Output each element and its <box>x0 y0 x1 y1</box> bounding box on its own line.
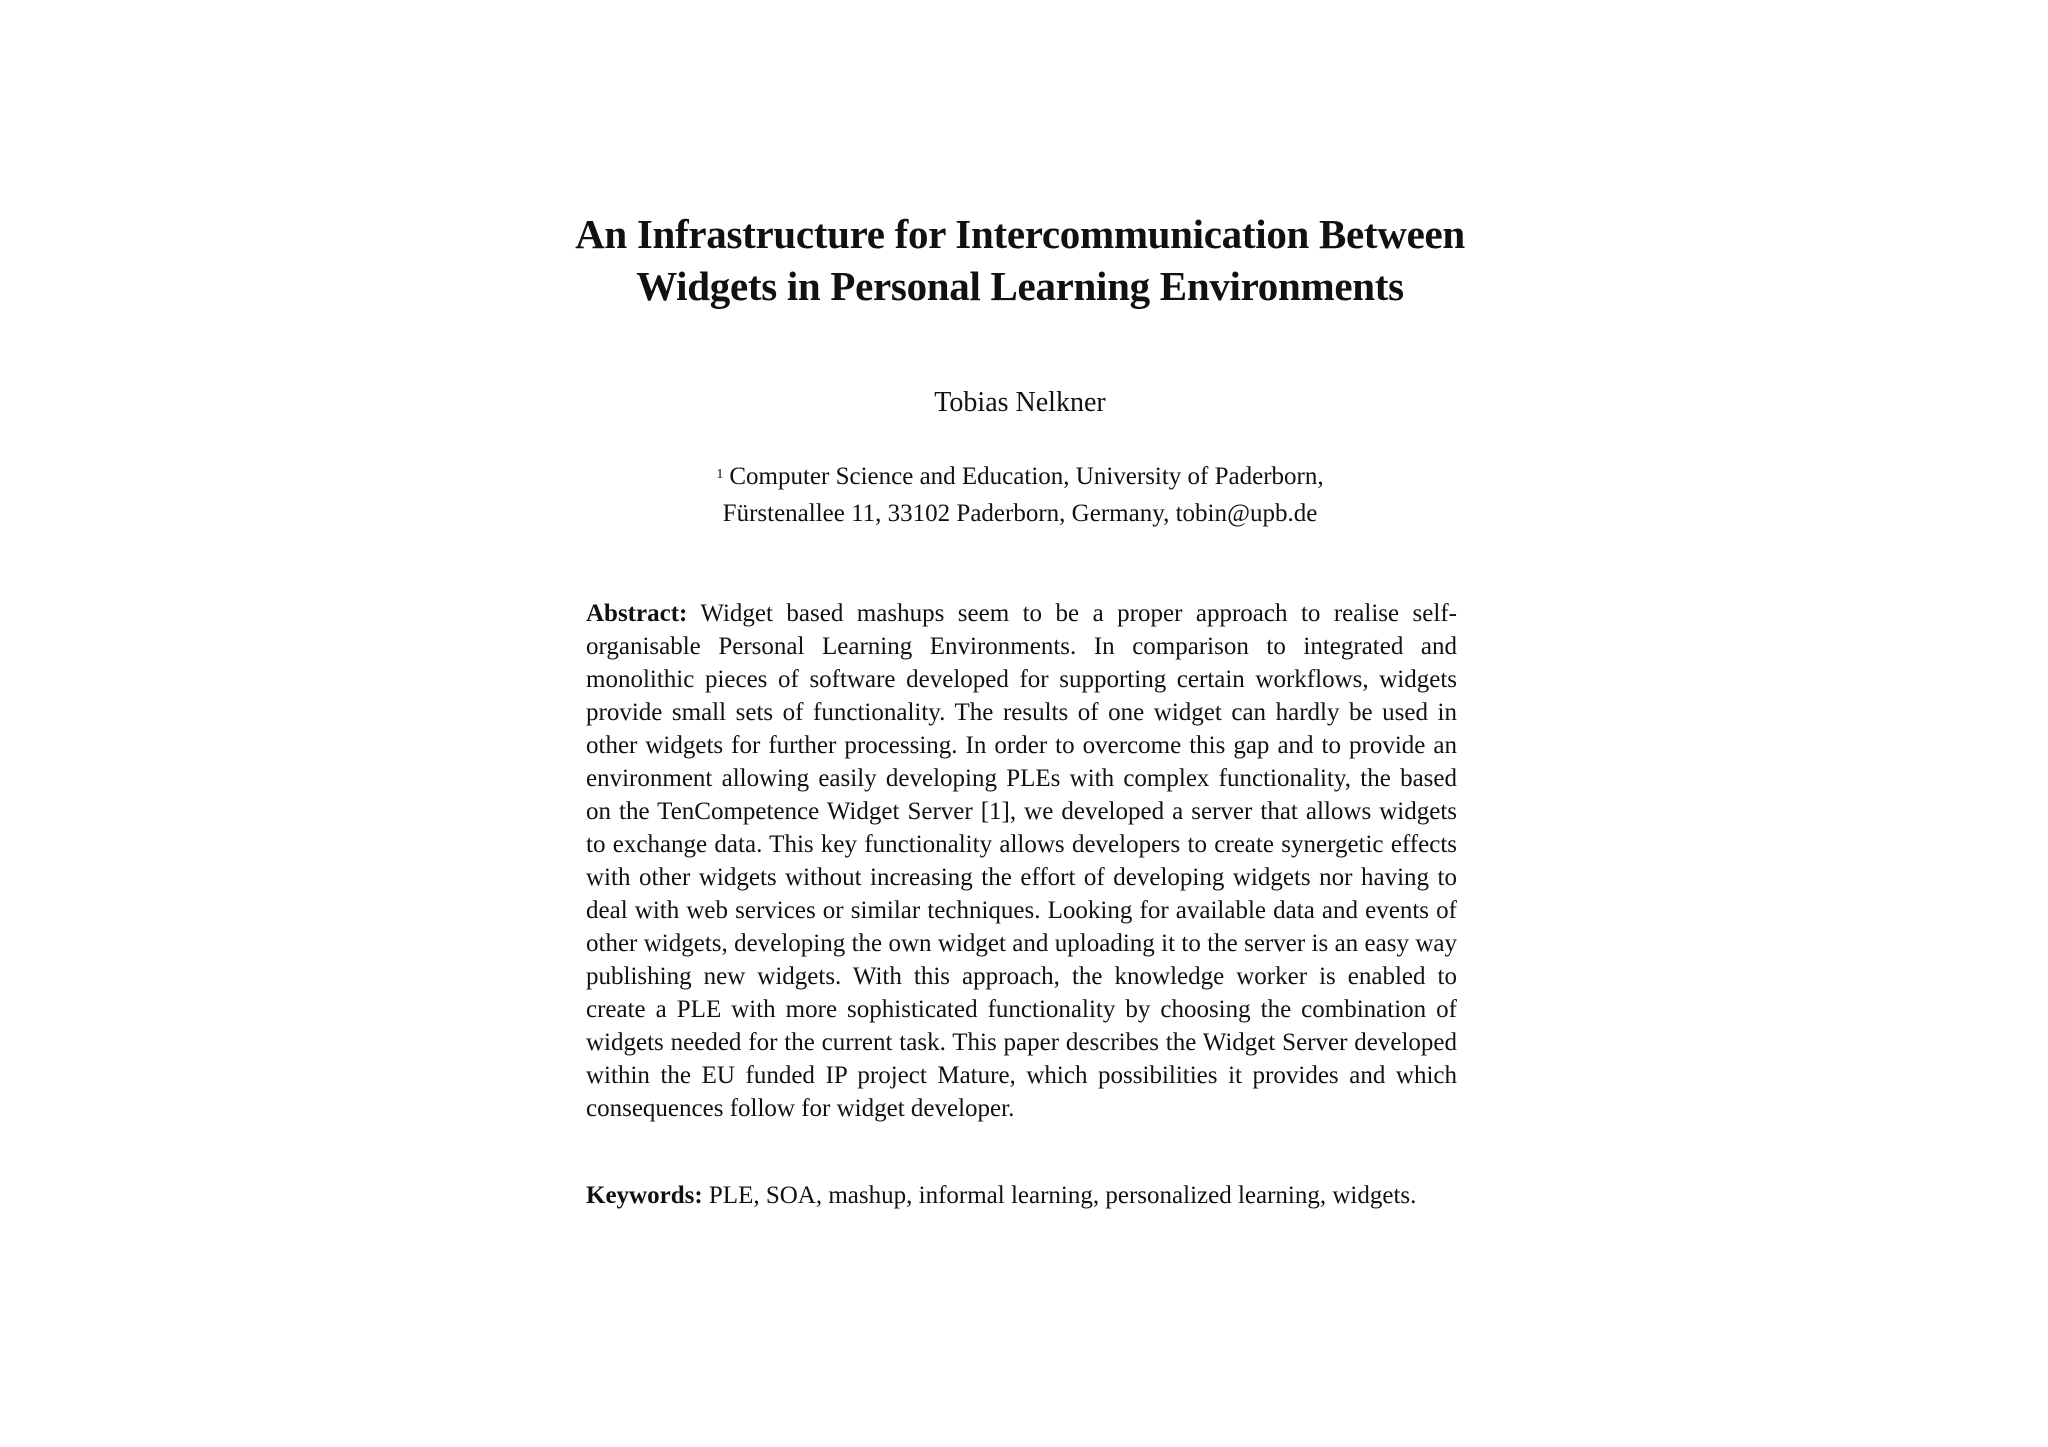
affiliation-line-2: Fürstenallee 11, 33102 Paderborn, Germany, tobin@upb.de <box>722 500 1318 527</box>
abstract-text: Widget based mashups seem to be a proper approach to realise self-organisable Personal Learning Environments. In comparison to integrated and monolithic pieces of software developed for supporting certain workflows, widgets provide small sets of functionality. The results of one widget can hardly be used in other widgets for further processing. In order to overcome this gap and to provide an environment allowing easily developing PLEs with complex functionality, the based on the TenCompetence Widget Server [1], we developed a server that allows widgets to exchange data. This key functionality allows developers to create synergetic effects with other widgets without increasing the effort of developing widgets nor having to deal with web services or similar techniques. Looking for available data and events of other widgets, developing the own widget and uploading it to the server is an easy way publishing new widgets. With this approach, the knowledge worker is enabled to create a PLE with more sophisticated functionality by choosing the combination of widgets needed for the current task. This paper describes the Widget Server developed within the EU funded IP project Mature, which possibilities it provides and which consequences follow for widget developer. <box>586 600 1457 1122</box>
affiliation-marker: 1 <box>716 467 724 482</box>
affiliation-text-1: Computer Science and Education, University of Paderborn, <box>729 463 1324 490</box>
abstract-label: Abstract: <box>586 600 688 627</box>
affiliation-line-1 <box>540 458 1500 495</box>
keywords-text: PLE, SOA, mashup, informal learning, personalized learning, widgets. <box>708 1182 1417 1209</box>
paper-title <box>540 208 1500 312</box>
author-name: Tobias Nelkner <box>934 387 1106 418</box>
abstract <box>586 597 1457 1125</box>
affiliation <box>540 458 1500 532</box>
title-line-2: Widgets in Personal Learning Environments <box>636 263 1404 309</box>
keywords <box>586 1179 1457 1212</box>
title-line-1: An Infrastructure for Intercommunication Between <box>575 211 1465 257</box>
abstract-paragraph <box>586 597 1457 1125</box>
keywords-label: Keywords: <box>586 1182 703 1209</box>
